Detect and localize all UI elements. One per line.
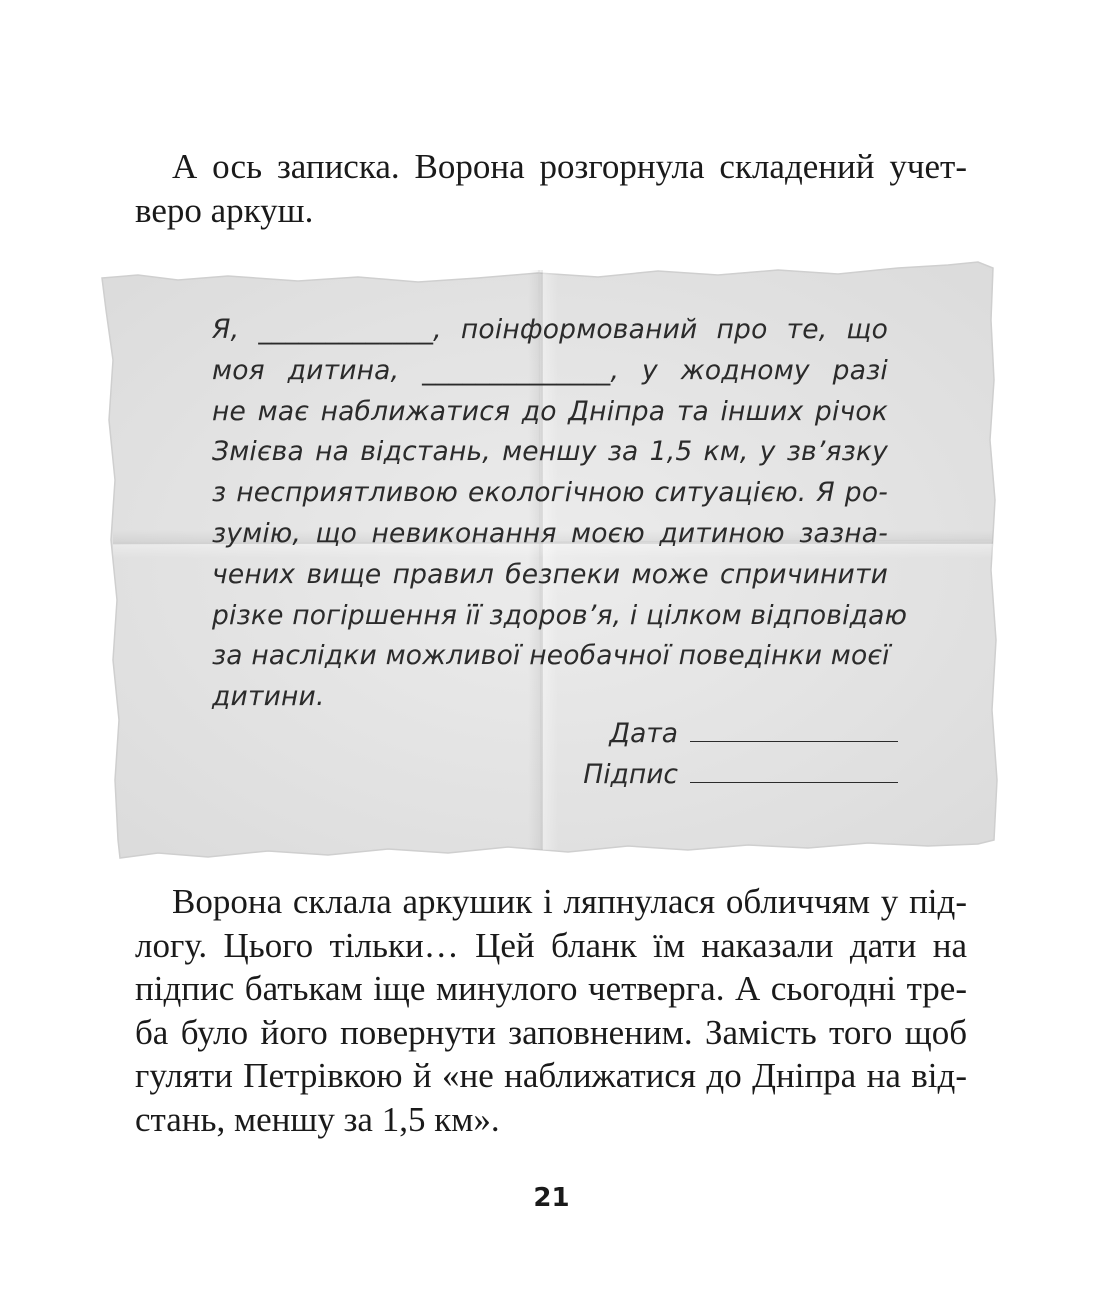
date-label: Дата: [609, 718, 678, 749]
note-line: за наслідки можливої необачної поведінки моєї: [212, 640, 890, 672]
outro-line: ба було його повернути заповненим. Замість того щоб: [135, 1012, 967, 1052]
intro-line: веро аркуш.: [135, 190, 314, 230]
signature-block: [574, 714, 898, 795]
outro-paragraph: [135, 880, 967, 1141]
intro-line: А ось записка. Ворона розгорнула складений учет-: [172, 147, 967, 186]
outro-line: логу. Цього тільки… Цей бланк їм наказали дати на: [135, 925, 967, 965]
signature-row: [574, 755, 898, 796]
date-row: [574, 714, 898, 755]
torn-note: [98, 240, 1000, 865]
signature-blank-line: [690, 758, 898, 783]
date-blank-line: [690, 717, 898, 742]
note-line: дитини.: [212, 681, 325, 713]
note-body: [212, 310, 908, 718]
signature-label: Підпис: [583, 758, 678, 790]
note-line: різке погіршення її здоров’я, і цілком відповідаю: [212, 599, 908, 631]
note-line: з несприятливою екологічною ситуацією. Я ро-: [212, 477, 888, 509]
note-line: Я, _____________, поінформований про те, що: [212, 314, 888, 345]
note-line: Змієва на відстань, меншу за 1,5 км, у зв’язку: [212, 436, 888, 468]
page-number: 21: [533, 1183, 570, 1213]
note-line: не має наближатися до Дніпра та інших річок: [212, 395, 888, 427]
outro-line: гуляти Петрівкою й «не наближатися до Дніпра на від-: [135, 1056, 967, 1095]
intro-paragraph: [135, 145, 967, 232]
note-line: моя дитина, ______________, у жодному разі: [212, 354, 888, 386]
outro-line: підпис батькам іще минулого четверга. А сьогодні тре-: [135, 969, 967, 1008]
note-line: чених вище правил безпеки може спричинити: [212, 558, 888, 590]
outro-line: Ворона склала аркушик і ляпнулася обличчям у під-: [172, 882, 967, 921]
note-line: зумію, що невиконання моєю дитиною зазна-: [212, 517, 888, 549]
outro-line: стань, меншу за 1,5 км».: [135, 1099, 500, 1139]
